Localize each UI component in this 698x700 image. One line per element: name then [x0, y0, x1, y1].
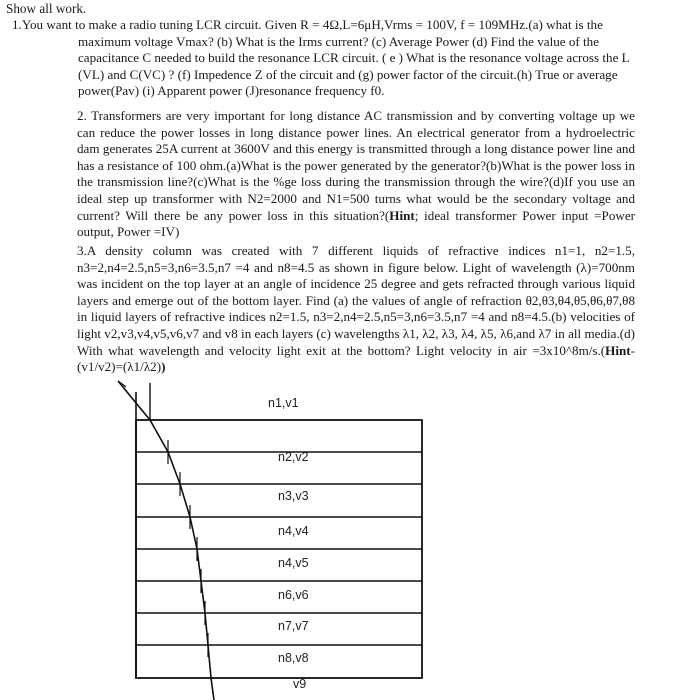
question-3-body: 3.A density column was created with 7 different liquids of refractive indices n1=1, n2=1.5, n3=2,n4=2.5,n5=3,n6=3.5,n7 =4 and n8=4.5 as shown in figure below. Light of wavelength (λ)=700nm was incident on the top layer at an angle of incidence 25 degree and gets refracted through various liquid layers and emerge out of the bottom layer. Find (a) the values of angle of refraction θ2,θ3,θ4,θ5,θ6,θ7,θ8 in liquid layers of refractive indices n2=1.5, n3=2,n4=2.5,n5=3,n6=3.5,n7 =4 and n8=4.5.(b) velocities of light v2,v3,v4,v5,v6,v7 and v8 in each layers (c) wavelengths λ1, λ2, λ3, λ4, λ5, λ6,and λ7 in all media.(d) With what wavelength and velocity light exit at the bottom? Light velocity in air =3x10^8m/s.(: [77, 243, 635, 358]
page-header: Show all work.: [6, 1, 87, 16]
label-n2: n2,v2: [278, 450, 309, 464]
question-1-body: You want to make a radio tuning LCR circuit. Given R = 4Ω,L=6μH,Vrms = 100V, f = 109MHz.(a) what is the maximum voltage Vmax? (b) What is the Irms current? (c) Average Power (d) Find the value of the capacitance C needed to build the resonance LCR circuit. ( e ) What is the resonance voltage across the L (VL) and C(VC) ? (f) Impedence Z of the circuit and (g) power factor of the circuit.(h) True or average power(Pav) (i) Apparent power (J)resonance frequency f0.: [21, 17, 630, 99]
label-n5: n4,v5: [278, 556, 309, 570]
question-1: [6, 17, 656, 100]
label-n7: n7,v7: [278, 619, 309, 633]
label-n8: n8,v8: [278, 651, 309, 665]
interface-normals: [168, 440, 208, 657]
layer-dividers: [136, 452, 422, 645]
question-3-hint-label: Hint: [605, 342, 631, 358]
question-1-text: [6, 17, 656, 100]
label-n3: n3,v3: [278, 489, 309, 503]
question-2-body: 2. Transformers are very important for long distance AC transmission and by converting voltage up we can reduce the power losses in long distance power lines. An electrical generator from a hydroelectric dam generates 25A current at 3600V and this energy is transmitted through a long distance power line and has a resistance of 100 ohm.(a)What is the power generated by the generator?(b)What is the power loss in the transmission line?(c)What is the %ge loss during the transmission through the wire?(d)If you use an ideal step up transformer with N2=2000 and N1=500 turns what would be the secondary voltage and current? Will there be any power loss in this situation?(: [77, 108, 635, 223]
label-n4: n4,v4: [278, 524, 309, 538]
column-outline: [136, 420, 422, 678]
label-n1: n1,v1: [268, 396, 299, 410]
label-v9: v9: [293, 677, 307, 691]
question-3-hint-text: -(v1/v2)=(λ1/λ2): [77, 342, 635, 375]
question-2-hint-text: ; ideal transformer Power input =Power output, Power =IV): [77, 207, 635, 240]
question-2: [77, 108, 635, 241]
question-2-hint-label: Hint: [389, 207, 415, 223]
label-n6: n6,v6: [278, 588, 309, 602]
question-1-number: 1.: [12, 17, 22, 32]
light-ray: [118, 381, 214, 700]
question-3: 3.A density column was created with 7 different liquids of refractive indices n1=1, n2=1.5, n3=2,n4=2.5,n5=3,n6=3.5,n7 =4 and n8=4.5 as shown in figure below. Light of wavelength (λ)=700nm was incident on the top layer at an angle of incidence 25 degree and gets refracted through various liquid layers and emerge out of the bottom layer. Find (a) the values of angle of refraction θ2,θ3,θ4,θ5,θ6,θ7,θ8 in liquid layers of refractive indices n2=1.5, n3=2,n4=2.5,n5=3,n6=3.5,n7 =4 and n8=4.5.(b) velocities of light v2,v3,v4,v5,v6,v7 and v8 in each layers (c) wavelengths λ1, λ2, λ3, λ4, λ5, λ6,and λ7 in all media.(d) With what wavelength and velocity light exit at the bottom? Light velocity in air =3x10^8m/s.(Hint-(v1/v2)=(λ1/λ2)): [77, 243, 635, 375]
